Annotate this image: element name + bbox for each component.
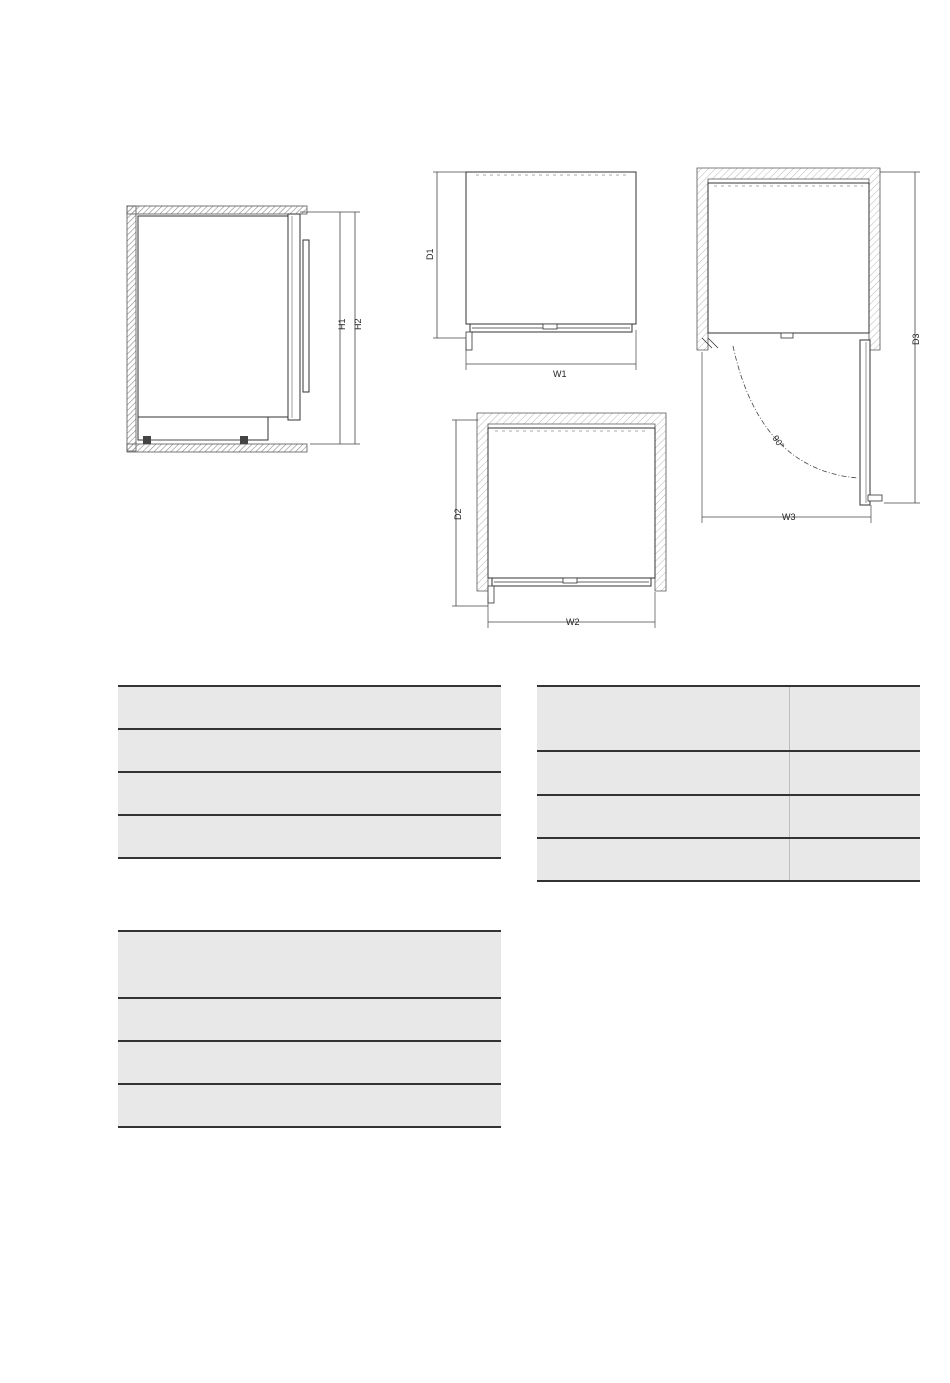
door-handle (303, 240, 309, 392)
table-row (537, 751, 920, 795)
appliance-body (138, 216, 288, 417)
niche-top-wall (127, 206, 307, 214)
w2-label: W2 (566, 617, 580, 627)
dimensions-table-2 (537, 685, 920, 882)
table-row (118, 686, 501, 729)
d2-label: D2 (453, 508, 463, 520)
foot-rear (143, 436, 151, 444)
table-cell (118, 1041, 501, 1084)
angle-label: 90° (770, 433, 787, 451)
w1-label: W1 (553, 369, 567, 379)
table-row (118, 998, 501, 1041)
table-row (537, 838, 920, 881)
table-cell (790, 795, 921, 838)
appliance-top-outline (488, 428, 655, 578)
table-cell (537, 686, 790, 751)
table-cell (118, 931, 501, 998)
h2-label: H2 (353, 318, 363, 330)
h1-label: H1 (337, 318, 347, 330)
dimensions-table-3 (118, 930, 501, 1128)
table-row (118, 815, 501, 858)
door-handle-top (563, 578, 577, 583)
door-handle-top (543, 324, 557, 329)
door-handle-top (781, 333, 793, 338)
appliance-top-outline (466, 172, 636, 324)
niche-back-wall (127, 206, 136, 451)
door-swing-arc (733, 346, 858, 478)
table-row (118, 1041, 501, 1084)
appliance-door (288, 214, 300, 420)
dimensions-table-1 (118, 685, 501, 859)
table-row (118, 772, 501, 815)
table-cell (118, 772, 501, 815)
table-cell (118, 729, 501, 772)
table-cell (118, 998, 501, 1041)
top-view-door-open-diagram (697, 168, 921, 523)
table-cell (537, 838, 790, 881)
table-cell (537, 795, 790, 838)
top-view-niche-diagram (452, 413, 666, 628)
table-row (537, 795, 920, 838)
table-row (537, 686, 920, 751)
table-cell (790, 751, 921, 795)
w3-label: W3 (782, 512, 796, 522)
hinge-stub (488, 586, 494, 603)
table-row (118, 1084, 501, 1127)
appliance-top-outline (708, 183, 869, 333)
hinge-stub (466, 332, 472, 350)
table-cell (118, 1084, 501, 1127)
table-row (118, 729, 501, 772)
d1-label: D1 (425, 248, 435, 260)
table-cell (790, 838, 921, 881)
table-cell (537, 751, 790, 795)
open-door-handle (868, 495, 882, 501)
table-row (118, 931, 501, 998)
table-cell (790, 686, 921, 751)
table-cell (118, 686, 501, 729)
niche-floor (127, 444, 307, 452)
d3-label: D3 (911, 333, 921, 345)
top-view-freestanding-diagram (425, 172, 636, 379)
table-cell (118, 815, 501, 858)
open-door (860, 340, 870, 505)
foot-front (240, 436, 248, 444)
side-view-diagram (127, 206, 363, 452)
